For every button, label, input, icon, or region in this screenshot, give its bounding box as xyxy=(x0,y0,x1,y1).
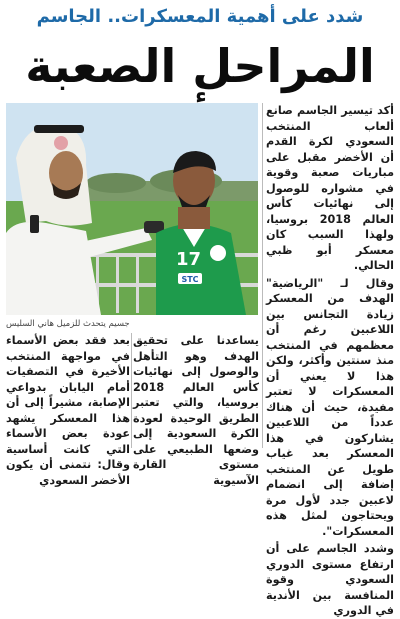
article-kicker: شدد على أهمية المعسكرات.. الجاسم xyxy=(36,6,364,27)
article-column-middle: يساعدنا على تحقيق الهدف وهو التأهل والوصول إلى نهائيات كأس العالم 2018 بروسيا، والتي تعتبر الطريق الوحيدة لعودة الكرة السعودية إلى وضعها الطبيعي على مستوى القارة الآسيوية xyxy=(133,334,259,487)
photo-caption: جسيم يتحدث للزميل هاني السليس xyxy=(6,319,130,329)
article-photo xyxy=(6,103,258,315)
paragraph-1: أكد تيسير الجاسم صانع ألعاب المنتخب السعودي لكرة القدم أن الأخضر مقبل على مباريات صعبة وقوية في مشواره للوصول إلى نهائيات كأس العالم 2018 بروسيا، ولهذا السبب كان معسكر أبو ظبي الحالي. xyxy=(266,104,394,272)
column-divider xyxy=(262,103,263,448)
article-headline: المراحل الصعبة xyxy=(25,39,375,93)
paragraph-3: وشدد الجاسم على أن ارتفاع مستوى الدوري السعودي وقوة المنافسة بين الأندية في الدوري xyxy=(266,542,394,617)
article-column-left: بعد فقد بعض الأسماء في مواجهة المنتخب الأخيرة في التصفيات أمام اليابان بدواعي الإصابة، مشيراً إلى أن هذا المعسكر يشهد عودة بعض الأسماء التي كانت أساسية وقال: نتمنى أن يكون الأخضر السعودي xyxy=(6,334,130,487)
article-column-right xyxy=(266,103,394,617)
sponsor-logo: STC xyxy=(181,275,199,284)
column-divider xyxy=(131,333,132,448)
interview-illustration xyxy=(6,103,258,315)
jersey-number: 17 xyxy=(175,249,201,270)
paragraph-2: وقال لـ "الرياضية" الهدف من المعسكر زيادة التجانس بين اللاعبين رغم أن معظمهم في المنتخب منذ سنتين وأكثر، ولكن هذا لا يعني أن المعسكرات لا تعتبر مفيدة، حيث أن هناك عدداً من اللاعبين يشاركون في هذا المعسكر بعد غياب طويل عن المنتخب إضافة إلى انضمام لاعبين جدد لأول مرة ويحتاجون لمثل هذه المعسكرات". xyxy=(266,276,394,538)
